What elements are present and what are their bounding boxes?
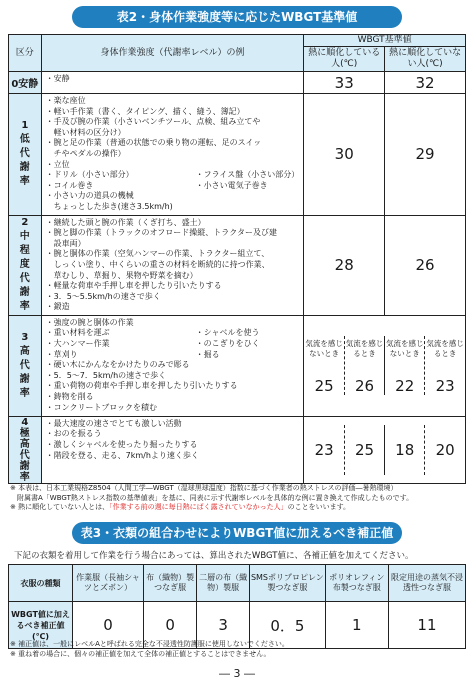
correction-value: 11 xyxy=(388,602,465,649)
air-flow-cell: 気流を感じるとき 26 xyxy=(344,336,384,395)
clothing-col: SMSポリプロピレン製つなぎ服 xyxy=(250,565,325,602)
table3-lead: 下記の衣類を着用して作業を行う場合にあっては、算出されたWBGT値に、各補正値を加えてください。 xyxy=(14,551,414,561)
correction-value: 0．5 xyxy=(250,602,325,649)
header-non-acclimatized: 熱に順化していない人(℃) xyxy=(385,47,466,72)
work-examples: ・強度の腕と胴体の作業 ・重い材料を運ぶ ・シャベルを使う ・大ハンマー作業 ・のこぎりをひく ・草刈り ・掘る ・硬い木にかんなをかけたりのみで彫る ・5．5～7．5km/hの速さで歩く ・重い荷物の荷車や手押し車を押したり引いたりする ・鋳物を削る ・コンクリートブロックを積む xyxy=(41,315,304,416)
page-number: ― 3 ― xyxy=(219,667,255,680)
wbgt-value: 28 xyxy=(304,215,385,315)
level-label: 0安静 xyxy=(9,72,42,94)
wbgt-value: 32 xyxy=(385,72,466,94)
wbgt-value: 26 xyxy=(385,215,466,315)
air-flow-cell: 気流を感じるとき 23 xyxy=(426,339,464,396)
wbgt-standard-table xyxy=(8,34,466,484)
header-wbgt: WBGT基準値 xyxy=(304,35,466,47)
correction-value: 0 xyxy=(73,602,144,649)
clothing-col: ポリオレフィン布製つなぎ服 xyxy=(325,565,388,602)
header-work-examples: 身体作業強度（代謝率レベル）の例 xyxy=(41,35,304,72)
correction-label: WBGT値に加えるべき補正値(℃) xyxy=(9,602,73,649)
correction-value: 3 xyxy=(197,602,250,649)
wbgt-value: 33 xyxy=(304,72,385,94)
table-row xyxy=(9,416,466,483)
highlighted-note: 「作業する前の週に毎日熱にばく露されていなかった人」 xyxy=(109,503,288,511)
air-flow-cell: 気流を感じないとき 25 xyxy=(304,336,344,395)
work-examples: ・楽な座位 ・軽い手作業（書く、タイピング、描く、縫う、簿記） ・手及び腕の作業（小さいベンチツール、点検、組み立てや 軽い材料の区分け） ・腕と足の作業（普通の状態での乗り物の運転、足のスイッ チやペダルの操作） ・立位 ・ドリル（小さい部分） ・フライス盤（小さい部分） ・コイル巻き ・小さい電気子巻き ・小さい力の道具の機械 ちょっとした歩き(速さ3.5km/h) xyxy=(41,94,304,216)
table2-notes: ※ 本表は、日本工業規格Z8504（人間工学―WBGT（湿球黒球温度）指数に基づく作業者の熱ストレスの評価―暑熱環境） 附属書A「WBGT熱ストレス指数の基準値表」を基に、同表に示す代謝率レベルを具体的な例に置き換えて作成したものです。 ※ 熱に順化していない人とは、「作業する前の週に毎日熱にばく露されていなかった人」のことをいいます。 xyxy=(10,484,414,511)
table2-title: 表2・身体作業強度等に応じたWBGT基準値 xyxy=(72,6,402,28)
table-row xyxy=(9,215,466,315)
wbgt-value: 18 xyxy=(385,425,425,475)
wbgt-value: 23 xyxy=(304,425,344,475)
wbgt-value: 25 xyxy=(344,425,384,475)
level-label: 2中程度代謝率 xyxy=(9,215,42,315)
clothing-col: 作業服（長袖シャツとズボン） xyxy=(73,565,144,602)
table3-title: 表3・衣類の組合わせによりWBGT値に加えるべき補正値 xyxy=(72,522,402,544)
work-examples: ・安静 xyxy=(41,72,304,94)
wbgt-value: 20 xyxy=(435,440,455,459)
table-row xyxy=(9,72,466,94)
wbgt-value: 29 xyxy=(385,94,466,216)
correction-value: 1 xyxy=(325,602,388,649)
clothing-correction-table xyxy=(8,564,466,649)
level-label: 3高代謝率 xyxy=(9,315,42,416)
header-clothing-type: 衣服の種類 xyxy=(9,565,73,602)
air-flow-cell: 気流を感じないとき 22 xyxy=(385,336,425,395)
header-class: 区分 xyxy=(9,35,42,72)
level-label: 4極高代謝率 xyxy=(9,416,42,483)
table3-notes: ※ 補正値は、一般にレベルAと呼ばれる完全な不浸透性防護服に使用しないでください。 ※ 重ね着の場合に、個々の補正値を加えて全体の補正値とすることはできません。 xyxy=(10,640,289,658)
clothing-col: 布（織物）製つなぎ服 xyxy=(144,565,197,602)
table-row xyxy=(9,94,466,216)
work-examples: ・継続した頭と腕の作業（くぎ打ち、盛土） ・腕と脚の作業（トラックのオフロード操縦、トラクター及び建 設車両） ・腕と胴体の作業（空気ハンマーの作業、トラクター組立て、 しっくい塗り、中くらいの重さの材料を断続的に持つ作業、 草むしり、草掘り、果物や野菜を摘む） ・軽量な荷車や手押し車を押したり引いたりする ・3．5～5.5km/hの速さで歩く ・鍛造 xyxy=(41,215,304,315)
work-examples: ・最大速度の速さでとても激しい活動 ・おのを振るう ・激しくシャベルを使ったり掘ったりする ・階段を登る、走る、7km/hより速く歩く xyxy=(41,416,304,483)
clothing-col: 限定用途の蒸気不浸透性つなぎ服 xyxy=(388,565,465,602)
level-label: 1低代謝率 xyxy=(9,94,42,216)
correction-value: 0 xyxy=(144,602,197,649)
clothing-col: 二層の布（織物）製服 xyxy=(197,565,250,602)
table-row xyxy=(9,315,466,416)
wbgt-value: 30 xyxy=(304,94,385,216)
header-acclimatized: 熱に順化している人(℃) xyxy=(304,47,385,72)
